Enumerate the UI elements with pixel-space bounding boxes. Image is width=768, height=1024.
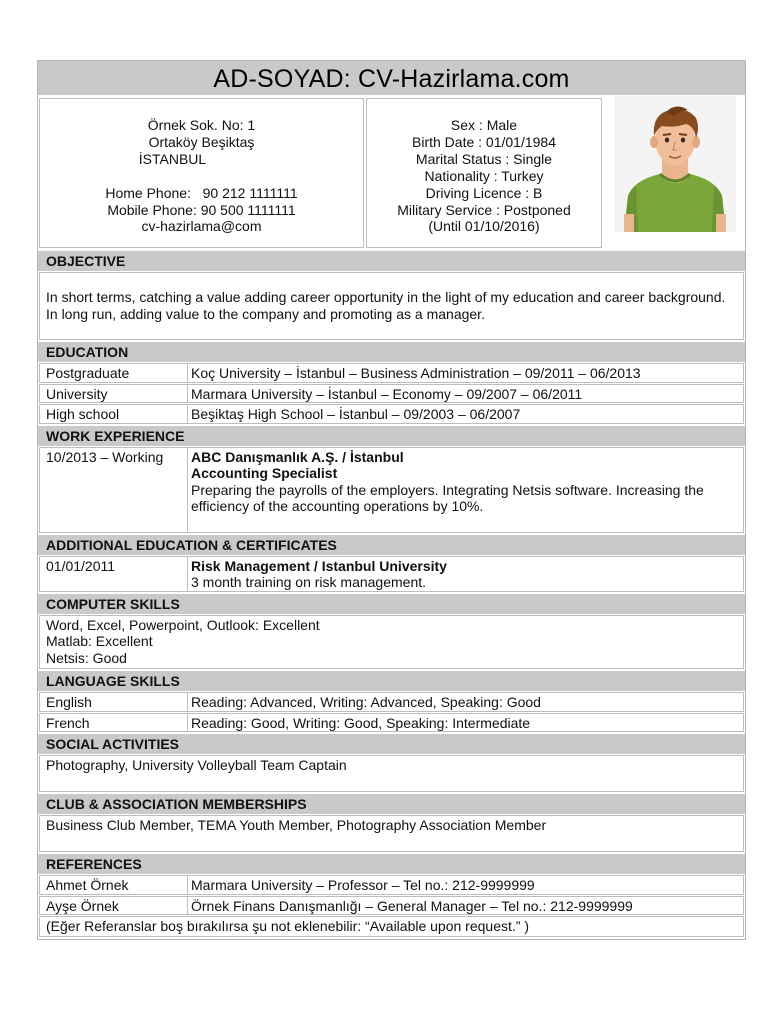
additional-title: Risk Management / Istanbul University <box>191 557 447 574</box>
section-social-activities: SOCIAL ACTIVITIES <box>38 733 745 754</box>
cv-document <box>37 60 746 940</box>
header-section <box>38 95 745 250</box>
personal-info-box <box>366 98 602 248</box>
section-language-skills: LANGUAGE SKILLS <box>38 670 745 691</box>
education-detail: Beşiktaş High School – İstanbul – 09/2003 – 06/2007 <box>188 404 744 424</box>
additional-description: 3 month training on risk management. <box>191 574 427 590</box>
references-note: (Eğer Referanslar boş bırakılırsa şu not eklenebilir: “Available upon request.” ) <box>39 916 744 937</box>
address-line-1: Örnek Sok. No: 1 <box>147 117 256 133</box>
section-club-memberships: CLUB & ASSOCIATION MEMBERSHIPS <box>38 793 745 814</box>
education-detail: Koç University – İstanbul – Business Administration – 09/2011 – 06/2013 <box>188 363 744 383</box>
home-phone: Home Phone: 90 212 1111111 <box>105 184 298 201</box>
sex: Sex : Male <box>450 117 518 133</box>
language-detail: Reading: Good, Writing: Good, Speaking: Intermediate <box>188 713 744 733</box>
language-row <box>39 713 744 733</box>
education-row <box>39 384 744 404</box>
objective-text: In short terms, catching a value adding career opportunity in the light of my education and career background. In long run, adding value to the company and promoting as a manager. <box>39 272 744 340</box>
reference-name: Ahmet Örnek <box>39 875 188 895</box>
reference-detail: Marmara University – Professor – Tel no.: 212-9999999 <box>188 875 744 895</box>
address-line-3: İSTANBUL <box>138 150 207 167</box>
cv-title: AD-SOYAD: CV-Hazirlama.com <box>38 61 745 95</box>
additional-details <box>188 556 744 592</box>
education-row <box>39 404 744 424</box>
work-position: Accounting Specialist <box>191 465 338 481</box>
language-row <box>39 692 744 712</box>
language-name: French <box>39 713 188 733</box>
work-description: Preparing the payrolls of the employers. Integrating Netsis software. Increasing the efficiency of the accounting operations by 10%. <box>191 481 704 514</box>
work-row <box>39 447 744 533</box>
section-computer-skills: COMPUTER SKILLS <box>38 593 745 614</box>
computer-skill: Netsis: Good <box>46 649 127 666</box>
section-education: EDUCATION <box>38 341 745 362</box>
address-line-2: Ortaköy Beşiktaş <box>148 133 255 150</box>
reference-detail: Örnek Finans Danışmanlığı – General Manager – Tel no.: 212-9999999 <box>188 896 744 916</box>
language-name: English <box>39 692 188 712</box>
additional-date: 01/01/2011 <box>39 556 188 592</box>
additional-row <box>39 556 744 592</box>
avatar-illustration <box>614 96 736 232</box>
section-references: REFERENCES <box>38 853 745 874</box>
nationality: Nationality : Turkey <box>424 167 544 184</box>
computer-skills-box <box>39 615 744 670</box>
education-row <box>39 363 744 383</box>
mobile-phone: Mobile Phone: 90 500 1111111 <box>107 201 296 218</box>
club-memberships-text: Business Club Member, TEMA Youth Member, Photography Association Member <box>39 815 744 852</box>
social-activities-text: Photography, University Volleyball Team Captain <box>39 755 744 792</box>
education-level: High school <box>39 404 188 424</box>
reference-name: Ayşe Örnek <box>39 896 188 916</box>
language-detail: Reading: Advanced, Writing: Advanced, Speaking: Good <box>188 692 744 712</box>
marital-status: Marital Status : Single <box>415 150 553 167</box>
education-detail: Marmara University – İstanbul – Economy – 09/2007 – 06/2011 <box>188 384 744 404</box>
work-company: ABC Danışmanlık A.Ş. / İstanbul <box>191 448 404 465</box>
section-work-experience: WORK EXPERIENCE <box>38 425 745 446</box>
education-level: University <box>39 384 188 404</box>
education-level: Postgraduate <box>39 363 188 383</box>
military-until: (Until 01/10/2016) <box>428 218 540 235</box>
work-period: 10/2013 – Working <box>39 447 188 533</box>
computer-skill: Matlab: Excellent <box>46 633 153 649</box>
address-box <box>39 98 364 248</box>
reference-row <box>39 875 744 895</box>
section-objective: OBJECTIVE <box>38 250 745 271</box>
military-service: Military Service : Postponed <box>397 201 571 218</box>
work-details <box>188 447 744 533</box>
email: cv-hazirlama@com <box>141 218 262 235</box>
birth-date: Birth Date : 01/01/1984 <box>412 133 556 150</box>
reference-row <box>39 896 744 916</box>
computer-skill: Word, Excel, Powerpoint, Outlook: Excellent <box>46 616 320 633</box>
address-spacer <box>40 168 363 185</box>
profile-photo <box>606 96 743 250</box>
driving-licence: Driving Licence : B <box>425 184 543 201</box>
section-additional-education: ADDITIONAL EDUCATION & CERTIFICATES <box>38 534 745 555</box>
